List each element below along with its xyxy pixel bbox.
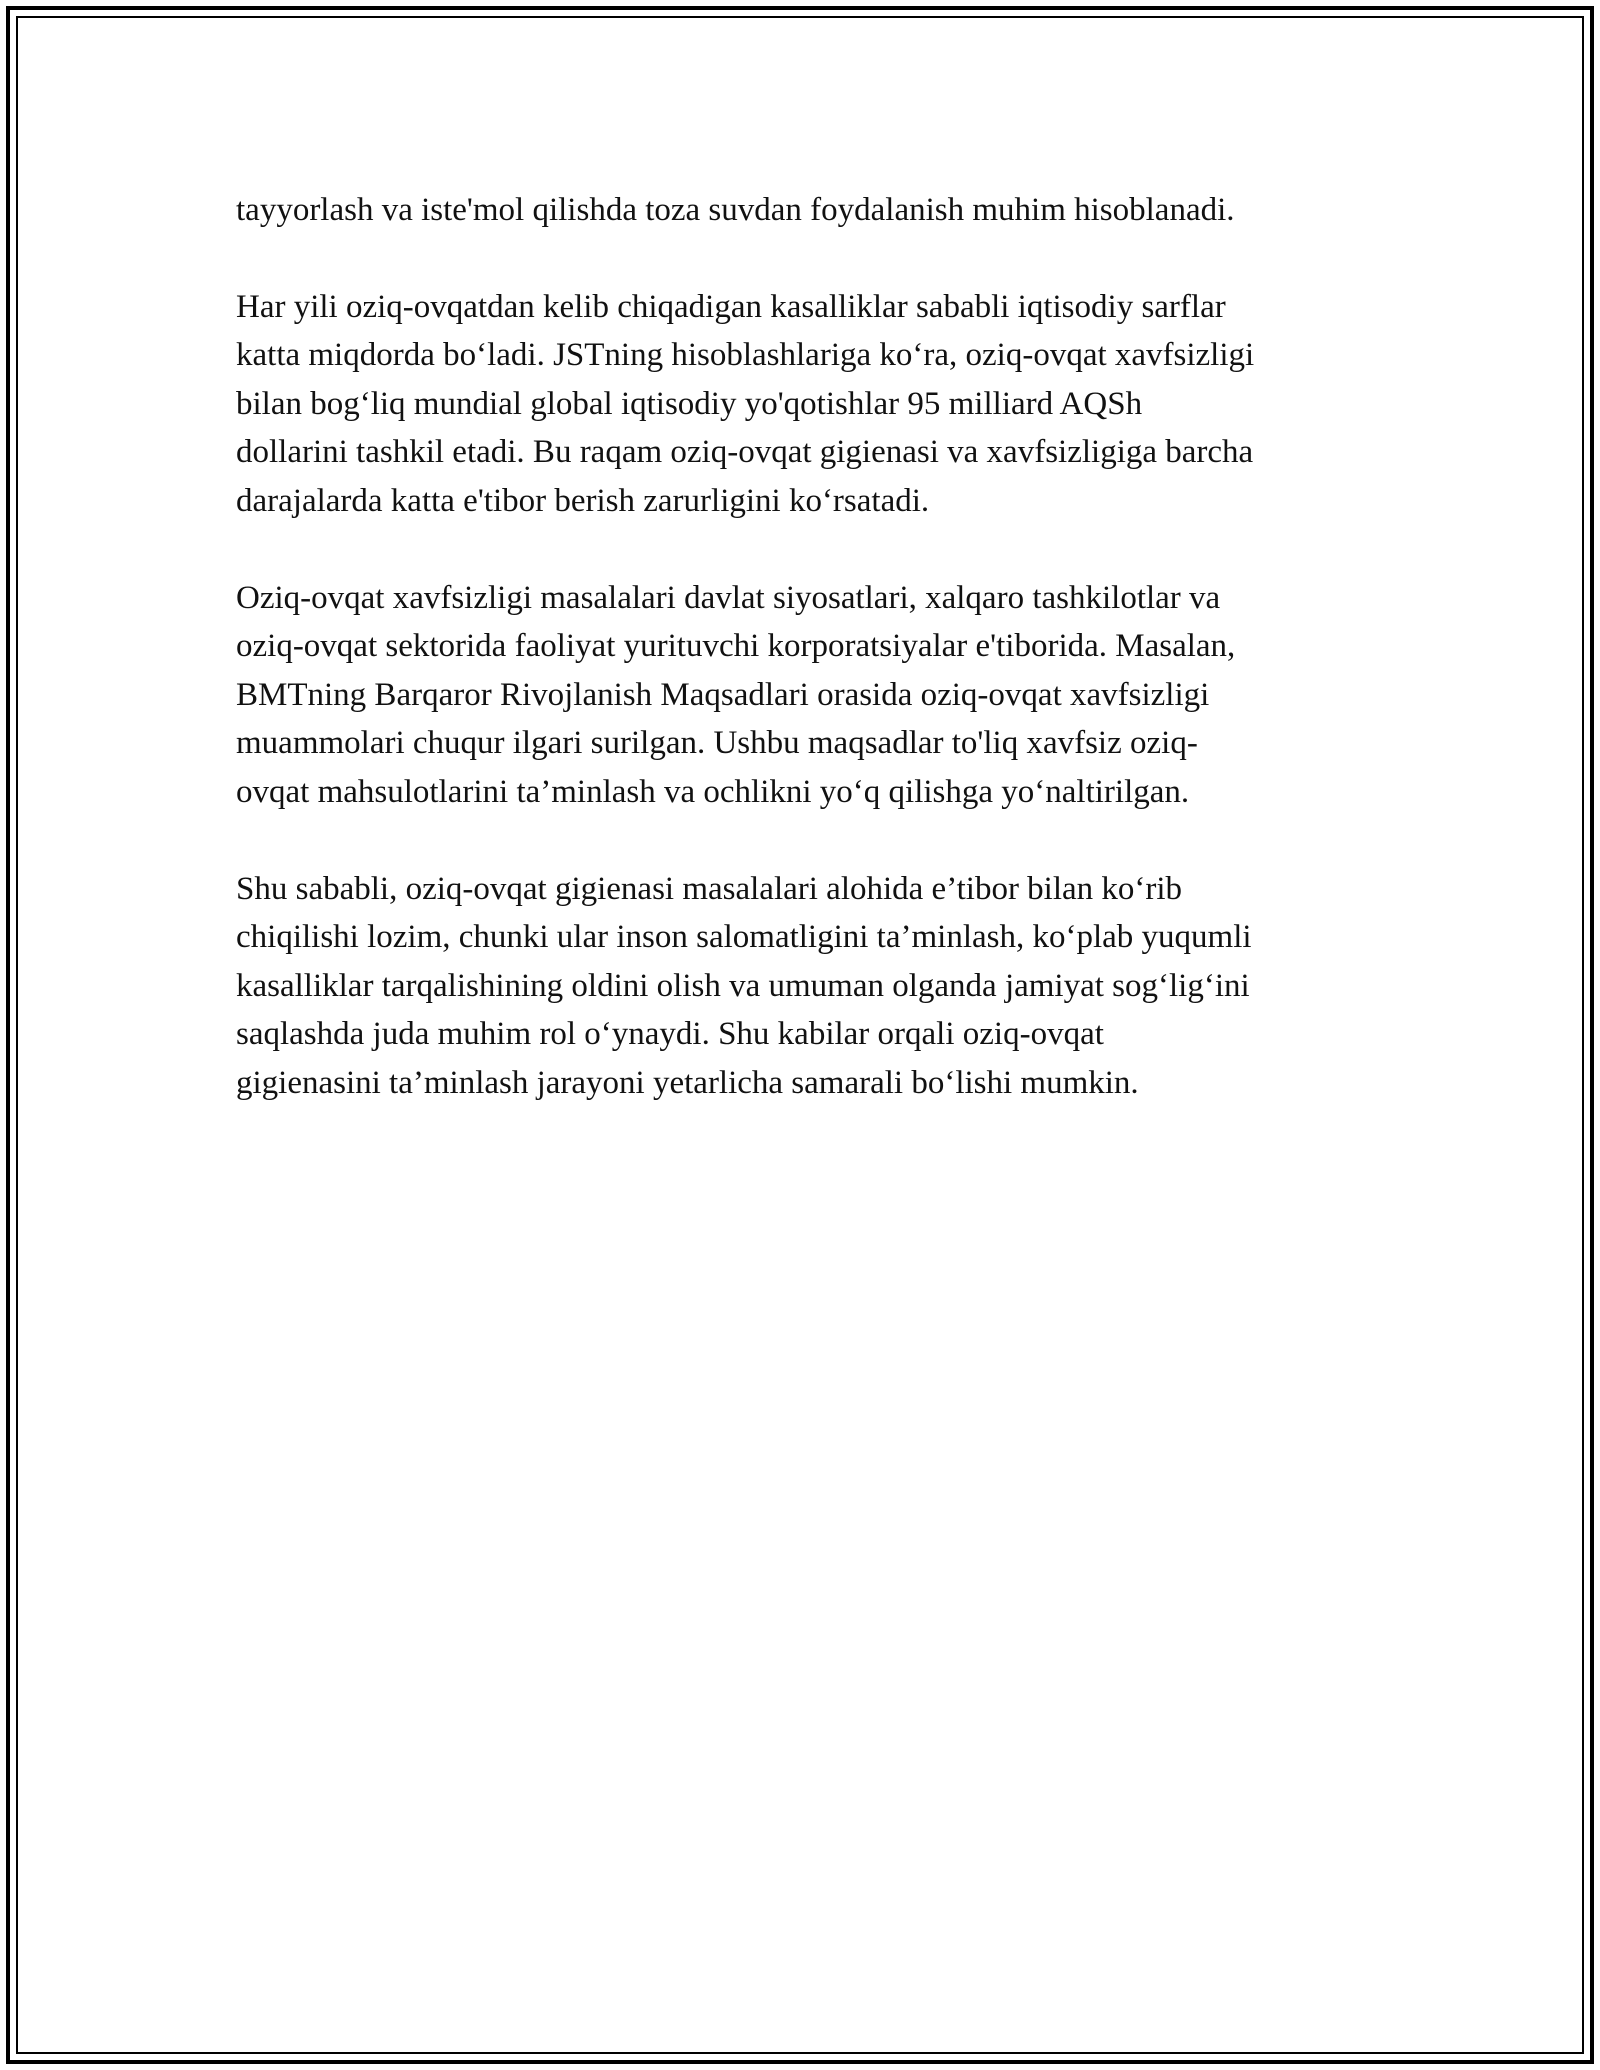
paragraph-line: bilan bog‘liq mundial global iqtisodiy yo'qotishlar 95 milliard AQSh: [236, 385, 1143, 422]
paragraph-1: [236, 186, 1376, 235]
paragraph-line: saqlashda juda muhim rol o‘ynaydi. Shu kabilar orqali oziq-ovqat: [236, 1016, 1104, 1053]
paragraph-line: muammolari chuqur ilgari surilgan. Ushbu maqsadlar to'liq xavfsiz oziq-: [236, 725, 1198, 762]
paragraph-line: katta miqdorda bo‘ladi. JSTning hisoblashlariga ko‘ra, oziq-ovqat xavfsizligi: [236, 337, 1255, 374]
paragraph-line: gigienasini ta’minlash jarayoni yetarlicha samarali bo‘lishi mumkin.: [236, 1064, 1139, 1101]
paragraph-line: Oziq-ovqat xavfsizligi masalalari davlat siyosatlari, xalqaro tashkilotlar va: [236, 579, 1221, 616]
paragraph-4: [236, 865, 1376, 1108]
paragraph-line: tayyorlash va iste'mol qilishda toza suvdan foydalanish muhim hisoblanadi.: [236, 192, 1235, 228]
document-body: [236, 186, 1376, 1156]
paragraph-line: Har yili oziq-ovqatdan kelib chiqadigan kasalliklar sababli iqtisodiy sarflar: [236, 288, 1226, 325]
paragraph-line: Shu sababli, oziq-ovqat gigienasi masalalari alohida e’tibor bilan ko‘rib: [236, 870, 1183, 907]
paragraph-line: ovqat mahsulotlarini ta’minlash va ochlikni yo‘q qilishga yo‘naltirilgan.: [236, 773, 1190, 810]
paragraph-line: dollarini tashkil etadi. Bu raqam oziq-ovqat gigienasi va xavfsizligiga barcha: [236, 434, 1254, 471]
paragraph-3: [236, 574, 1376, 817]
paragraph-line: oziq-ovqat sektorida faoliyat yurituvchi korporatsiyalar e'tiborida. Masalan,: [236, 628, 1236, 665]
paragraph-line: darajalarda katta e'tibor berish zarurligini ko‘rsatadi.: [236, 482, 930, 519]
paragraph-line: BMTning Barqaror Rivojlanish Maqsadlari orasida oziq-ovqat xavfsizligi: [236, 676, 1210, 713]
paragraph-line: chiqilishi lozim, chunki ular inson salomatligini ta’minlash, ko‘plab yuqumli: [236, 919, 1252, 956]
paragraph-2: [236, 283, 1376, 526]
paragraph-line: kasalliklar tarqalishining oldini olish va umuman olganda jamiyat sog‘lig‘ini: [236, 967, 1250, 1004]
